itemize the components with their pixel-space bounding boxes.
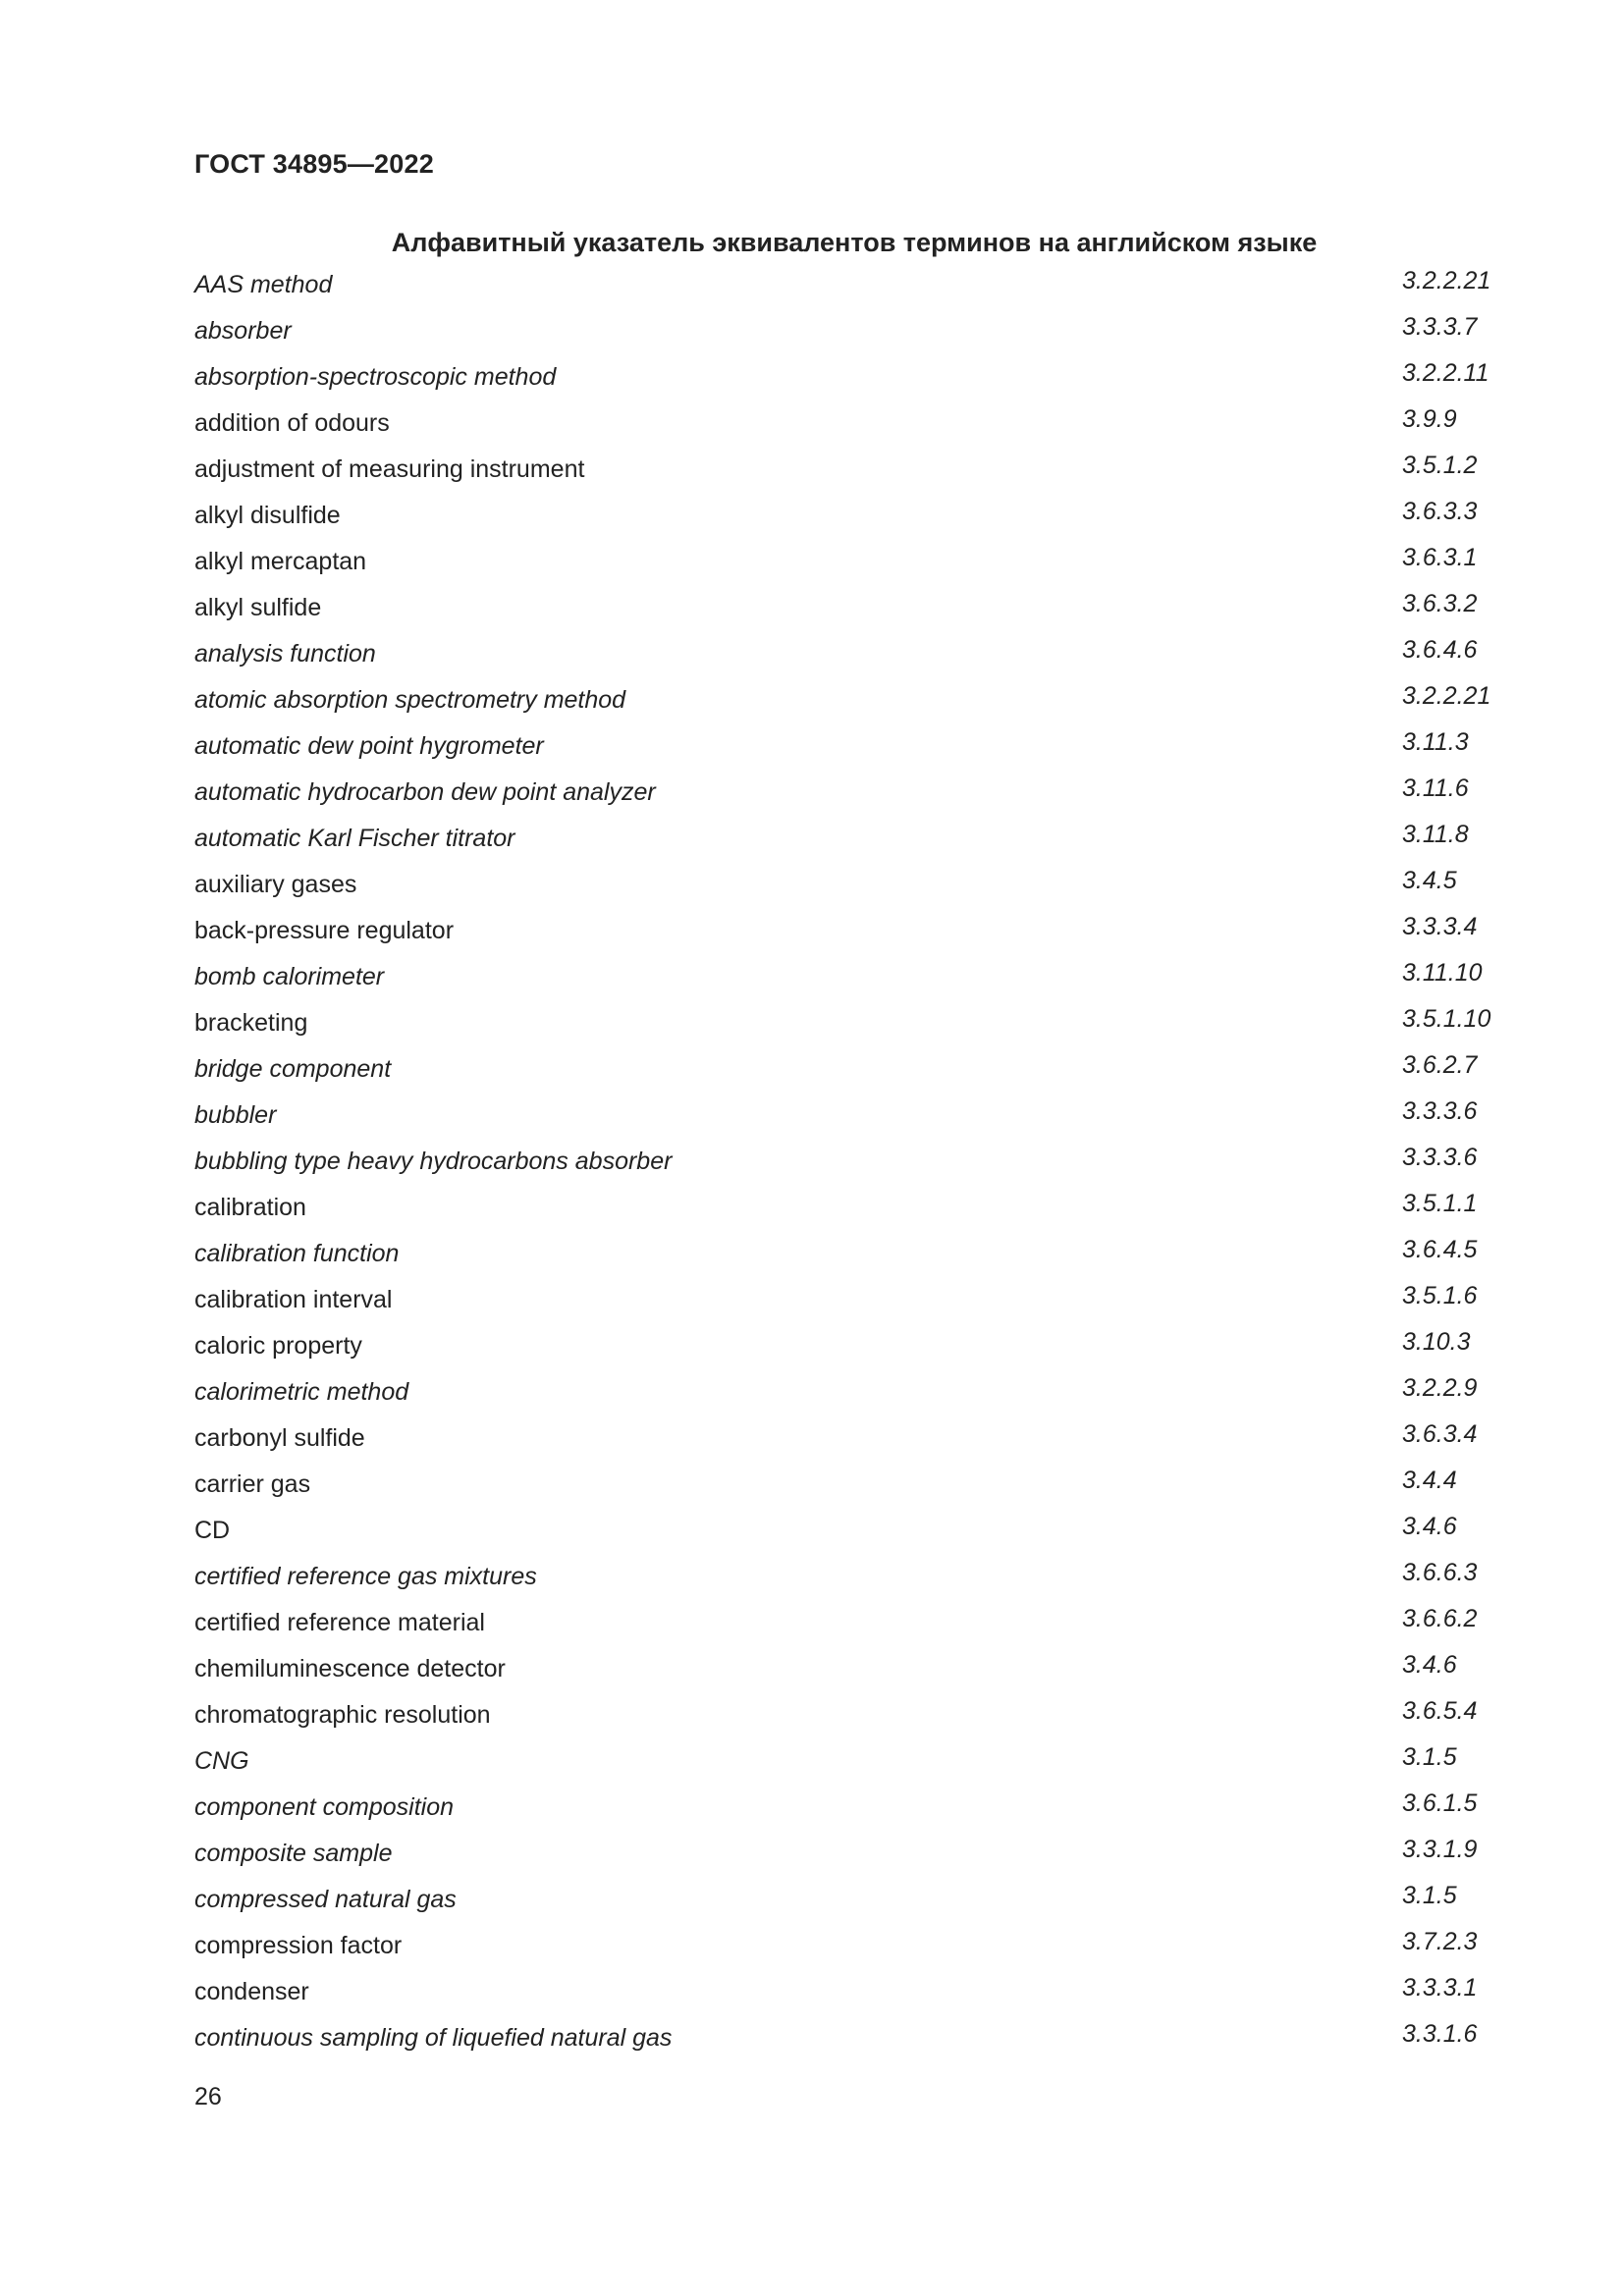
index-term: component composition [194,1793,455,1821]
index-reference: 3.6.1.5 [1402,1789,1478,1817]
index-entry [194,1974,1500,2020]
index-entry [194,590,1500,636]
index-entry [194,682,1500,728]
index-entry [194,913,1500,959]
index-reference: 3.3.3.7 [1402,313,1478,341]
index-reference: 3.7.2.3 [1402,1928,1478,1955]
index-reference: 3.6.5.4 [1402,1697,1478,1725]
index-reference: 3.6.3.4 [1402,1420,1478,1448]
index-term: calibration interval [194,1286,393,1313]
index-reference: 3.6.3.2 [1402,590,1478,617]
index-reference: 3.6.4.6 [1402,636,1478,664]
index-entry [194,1743,1500,1789]
page-number: 26 [194,2083,222,2110]
index-reference: 3.2.2.21 [1402,267,1491,294]
index-entry [194,1605,1500,1651]
index-reference: 3.6.6.2 [1402,1605,1478,1632]
index-entry [194,1328,1500,1374]
index-reference: 3.6.3.3 [1402,498,1478,525]
index-entry [194,774,1500,821]
index-term: certified reference gas mixtures [194,1563,537,1590]
index-reference: 3.4.5 [1402,867,1457,894]
index-reference: 3.2.2.11 [1402,359,1489,387]
index-entry [194,1005,1500,1051]
index-entry [194,1236,1500,1282]
index-term: CD [194,1517,231,1544]
index-term: back-pressure regulator [194,917,455,944]
index-reference: 3.5.1.2 [1402,452,1478,479]
index-term: automatic Karl Fischer titrator [194,825,515,852]
index-entry [194,1697,1500,1743]
document-header: ГОСТ 34895—2022 [194,149,434,179]
index-term: alkyl sulfide [194,594,322,621]
index-term: atomic absorption spectrometry method [194,686,626,714]
index-reference: 3.3.3.4 [1402,913,1478,940]
index-term: alkyl mercaptan [194,548,367,575]
index-term: bubbler [194,1101,277,1129]
index-entry [194,1836,1500,1882]
index-entry [194,636,1500,682]
index-entry [194,1282,1500,1328]
index-entry [194,821,1500,867]
index-title: Алфавитный указатель эквивалентов терминов на английском языке [391,228,1318,257]
index-entries [194,267,1500,2066]
index-term: bomb calorimeter [194,963,385,990]
index-reference: 3.5.1.10 [1402,1005,1491,1033]
index-entry [194,1651,1500,1697]
index-entry [194,1513,1500,1559]
index-reference: 3.2.2.9 [1402,1374,1478,1402]
index-entry [194,498,1500,544]
index-entry [194,1097,1500,1144]
index-reference: 3.5.1.6 [1402,1282,1478,1309]
index-entry [194,544,1500,590]
index-term: calorimetric method [194,1378,409,1406]
index-entry [194,1374,1500,1420]
index-reference: 3.6.6.3 [1402,1559,1478,1586]
index-reference: 3.4.4 [1402,1467,1457,1494]
index-entry [194,2020,1500,2066]
index-term: chemiluminescence detector [194,1655,506,1682]
index-term: caloric property [194,1332,362,1360]
index-reference: 3.1.5 [1402,1882,1457,1909]
index-term: carbonyl sulfide [194,1424,365,1452]
index-entry [194,452,1500,498]
index-term: bubbling type heavy hydrocarbons absorber [194,1148,673,1175]
index-reference: 3.1.5 [1402,1743,1457,1771]
index-reference: 3.4.6 [1402,1513,1457,1540]
index-term: compressed natural gas [194,1886,457,1913]
index-entry [194,1051,1500,1097]
index-term: bridge component [194,1055,392,1083]
index-entry [194,1420,1500,1467]
index-term: calibration function [194,1240,400,1267]
index-reference: 3.11.6 [1402,774,1469,802]
index-entry [194,1559,1500,1605]
index-reference: 3.6.2.7 [1402,1051,1478,1079]
index-reference: 3.11.3 [1402,728,1469,756]
index-reference: 3.3.3.6 [1402,1144,1478,1171]
index-entry [194,313,1500,359]
index-term: condenser [194,1978,309,2005]
index-term: absorption-spectroscopic method [194,363,557,391]
index-reference: 3.3.3.6 [1402,1097,1478,1125]
index-entry [194,1144,1500,1190]
index-term: bracketing [194,1009,308,1037]
index-reference: 3.11.8 [1402,821,1469,848]
index-term: calibration [194,1194,306,1221]
index-term: alkyl disulfide [194,502,341,529]
index-reference: 3.6.4.5 [1402,1236,1478,1263]
index-term: adjustment of measuring instrument [194,455,585,483]
index-reference: 3.5.1.1 [1402,1190,1478,1217]
index-term: absorber [194,317,292,345]
index-entry [194,1882,1500,1928]
index-entry [194,359,1500,405]
index-term: compression factor [194,1932,403,1959]
index-term: carrier gas [194,1470,311,1498]
index-entry [194,728,1500,774]
index-reference: 3.11.10 [1402,959,1483,987]
index-reference: 3.10.3 [1402,1328,1471,1356]
index-entry [194,1928,1500,1974]
index-term: composite sample [194,1840,393,1867]
index-entry [194,867,1500,913]
index-entry [194,405,1500,452]
index-term: certified reference material [194,1609,485,1636]
index-reference: 3.3.1.6 [1402,2020,1478,2048]
index-entry [194,1789,1500,1836]
index-entry [194,1467,1500,1513]
index-term: analysis function [194,640,376,667]
index-reference: 3.6.3.1 [1402,544,1478,571]
index-term: continuous sampling of liquefied natural gas [194,2024,673,2052]
index-entry [194,267,1500,313]
index-entry [194,1190,1500,1236]
index-term: addition of odours [194,409,390,437]
index-reference: 3.9.9 [1402,405,1457,433]
index-entry [194,959,1500,1005]
index-term: AAS method [194,271,333,298]
index-reference: 3.4.6 [1402,1651,1457,1679]
index-term: CNG [194,1747,249,1775]
index-term: auxiliary gases [194,871,357,898]
index-reference: 3.3.1.9 [1402,1836,1478,1863]
index-term: automatic dew point hygrometer [194,732,544,760]
index-reference: 3.3.3.1 [1402,1974,1478,2002]
index-term: automatic hydrocarbon dew point analyzer [194,778,656,806]
index-term: chromatographic resolution [194,1701,491,1729]
index-reference: 3.2.2.21 [1402,682,1491,710]
